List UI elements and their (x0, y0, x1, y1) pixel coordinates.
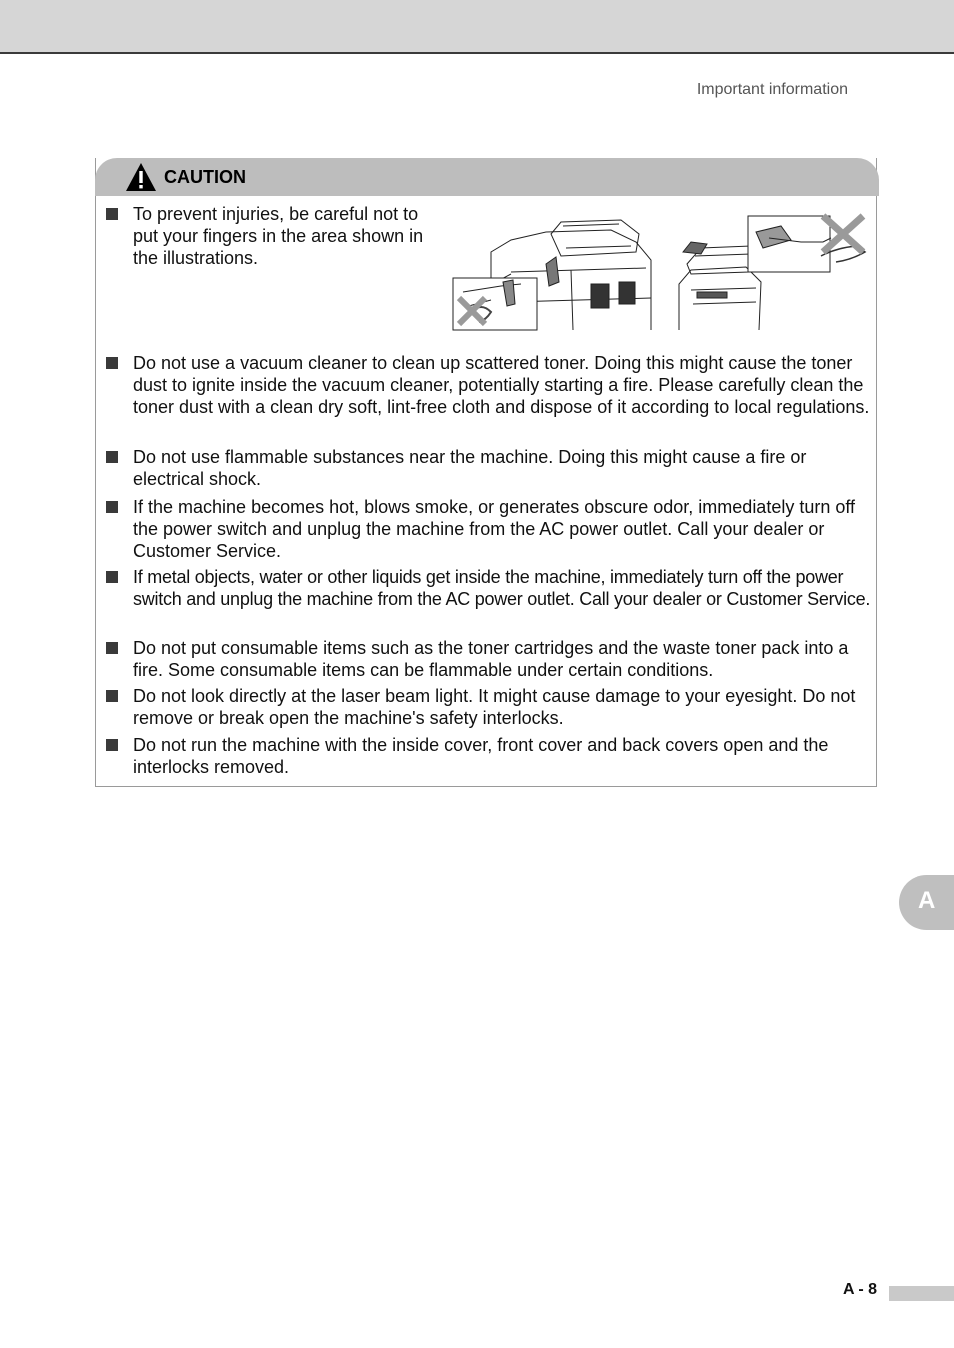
bullet-square-icon (106, 357, 118, 369)
caution-item-text: Do not put consumable items such as the toner cartridges and the waste toner pack into a fire. Some consumable items can be flammable under certain conditions. (133, 638, 849, 680)
caution-box (95, 158, 877, 787)
caution-item-text: Do not look directly at the laser beam light. It might cause damage to your eyesight. Do not remove or break open the machine's safety interlocks. (133, 686, 856, 728)
bullet-square-icon (106, 690, 118, 702)
running-header: Important information (696, 81, 848, 98)
caution-item-text: Do not use flammable substances near the machine. Doing this might cause a fire or electrical shock. (133, 447, 807, 489)
top-band (0, 0, 954, 54)
caution-title: CAUTION (164, 167, 246, 187)
caution-item-text: If the machine becomes hot, blows smoke, or generates obscure odor, immediately turn off the power switch and unplug the machine from the AC power outlet. Call your dealer or Customer Service. (133, 497, 856, 561)
bullet-square-icon (106, 571, 118, 583)
caution-item-text: To prevent injuries, be careful not to put your fingers in the area shown in the illustrations. (133, 204, 424, 268)
appendix-tab (899, 875, 954, 930)
caution-item-text: If metal objects, water or other liquids get inside the machine, immediately turn off the power switch and unplug the machine from the AC power outlet. Call your dealer or Customer Service. (133, 567, 871, 609)
footer-bar (889, 1286, 954, 1301)
bullet-square-icon (106, 501, 118, 513)
bullet-square-icon (106, 208, 118, 220)
warning-triangle-icon (125, 162, 157, 192)
caution-item-text: Do not run the machine with the inside cover, front cover and back covers open and the interlocks removed. (133, 735, 829, 777)
caution-item-text: Do not use a vacuum cleaner to clean up scattered toner. Doing this might cause the toner dust to ignite inside the vacuum cleaner, potentially starting a fire. Please carefully clean the toner dust with a clean dry soft, lint-free cloth and dispose of it according to local regulations. (133, 353, 870, 417)
caution-header (95, 158, 879, 196)
machine-finger-hazard-illustration (451, 212, 871, 332)
bullet-square-icon (106, 739, 118, 751)
bullet-square-icon (106, 642, 118, 654)
page-number: A - 8 (843, 1281, 878, 1298)
appendix-tab-label: A (918, 887, 936, 914)
bullet-square-icon (106, 451, 118, 463)
